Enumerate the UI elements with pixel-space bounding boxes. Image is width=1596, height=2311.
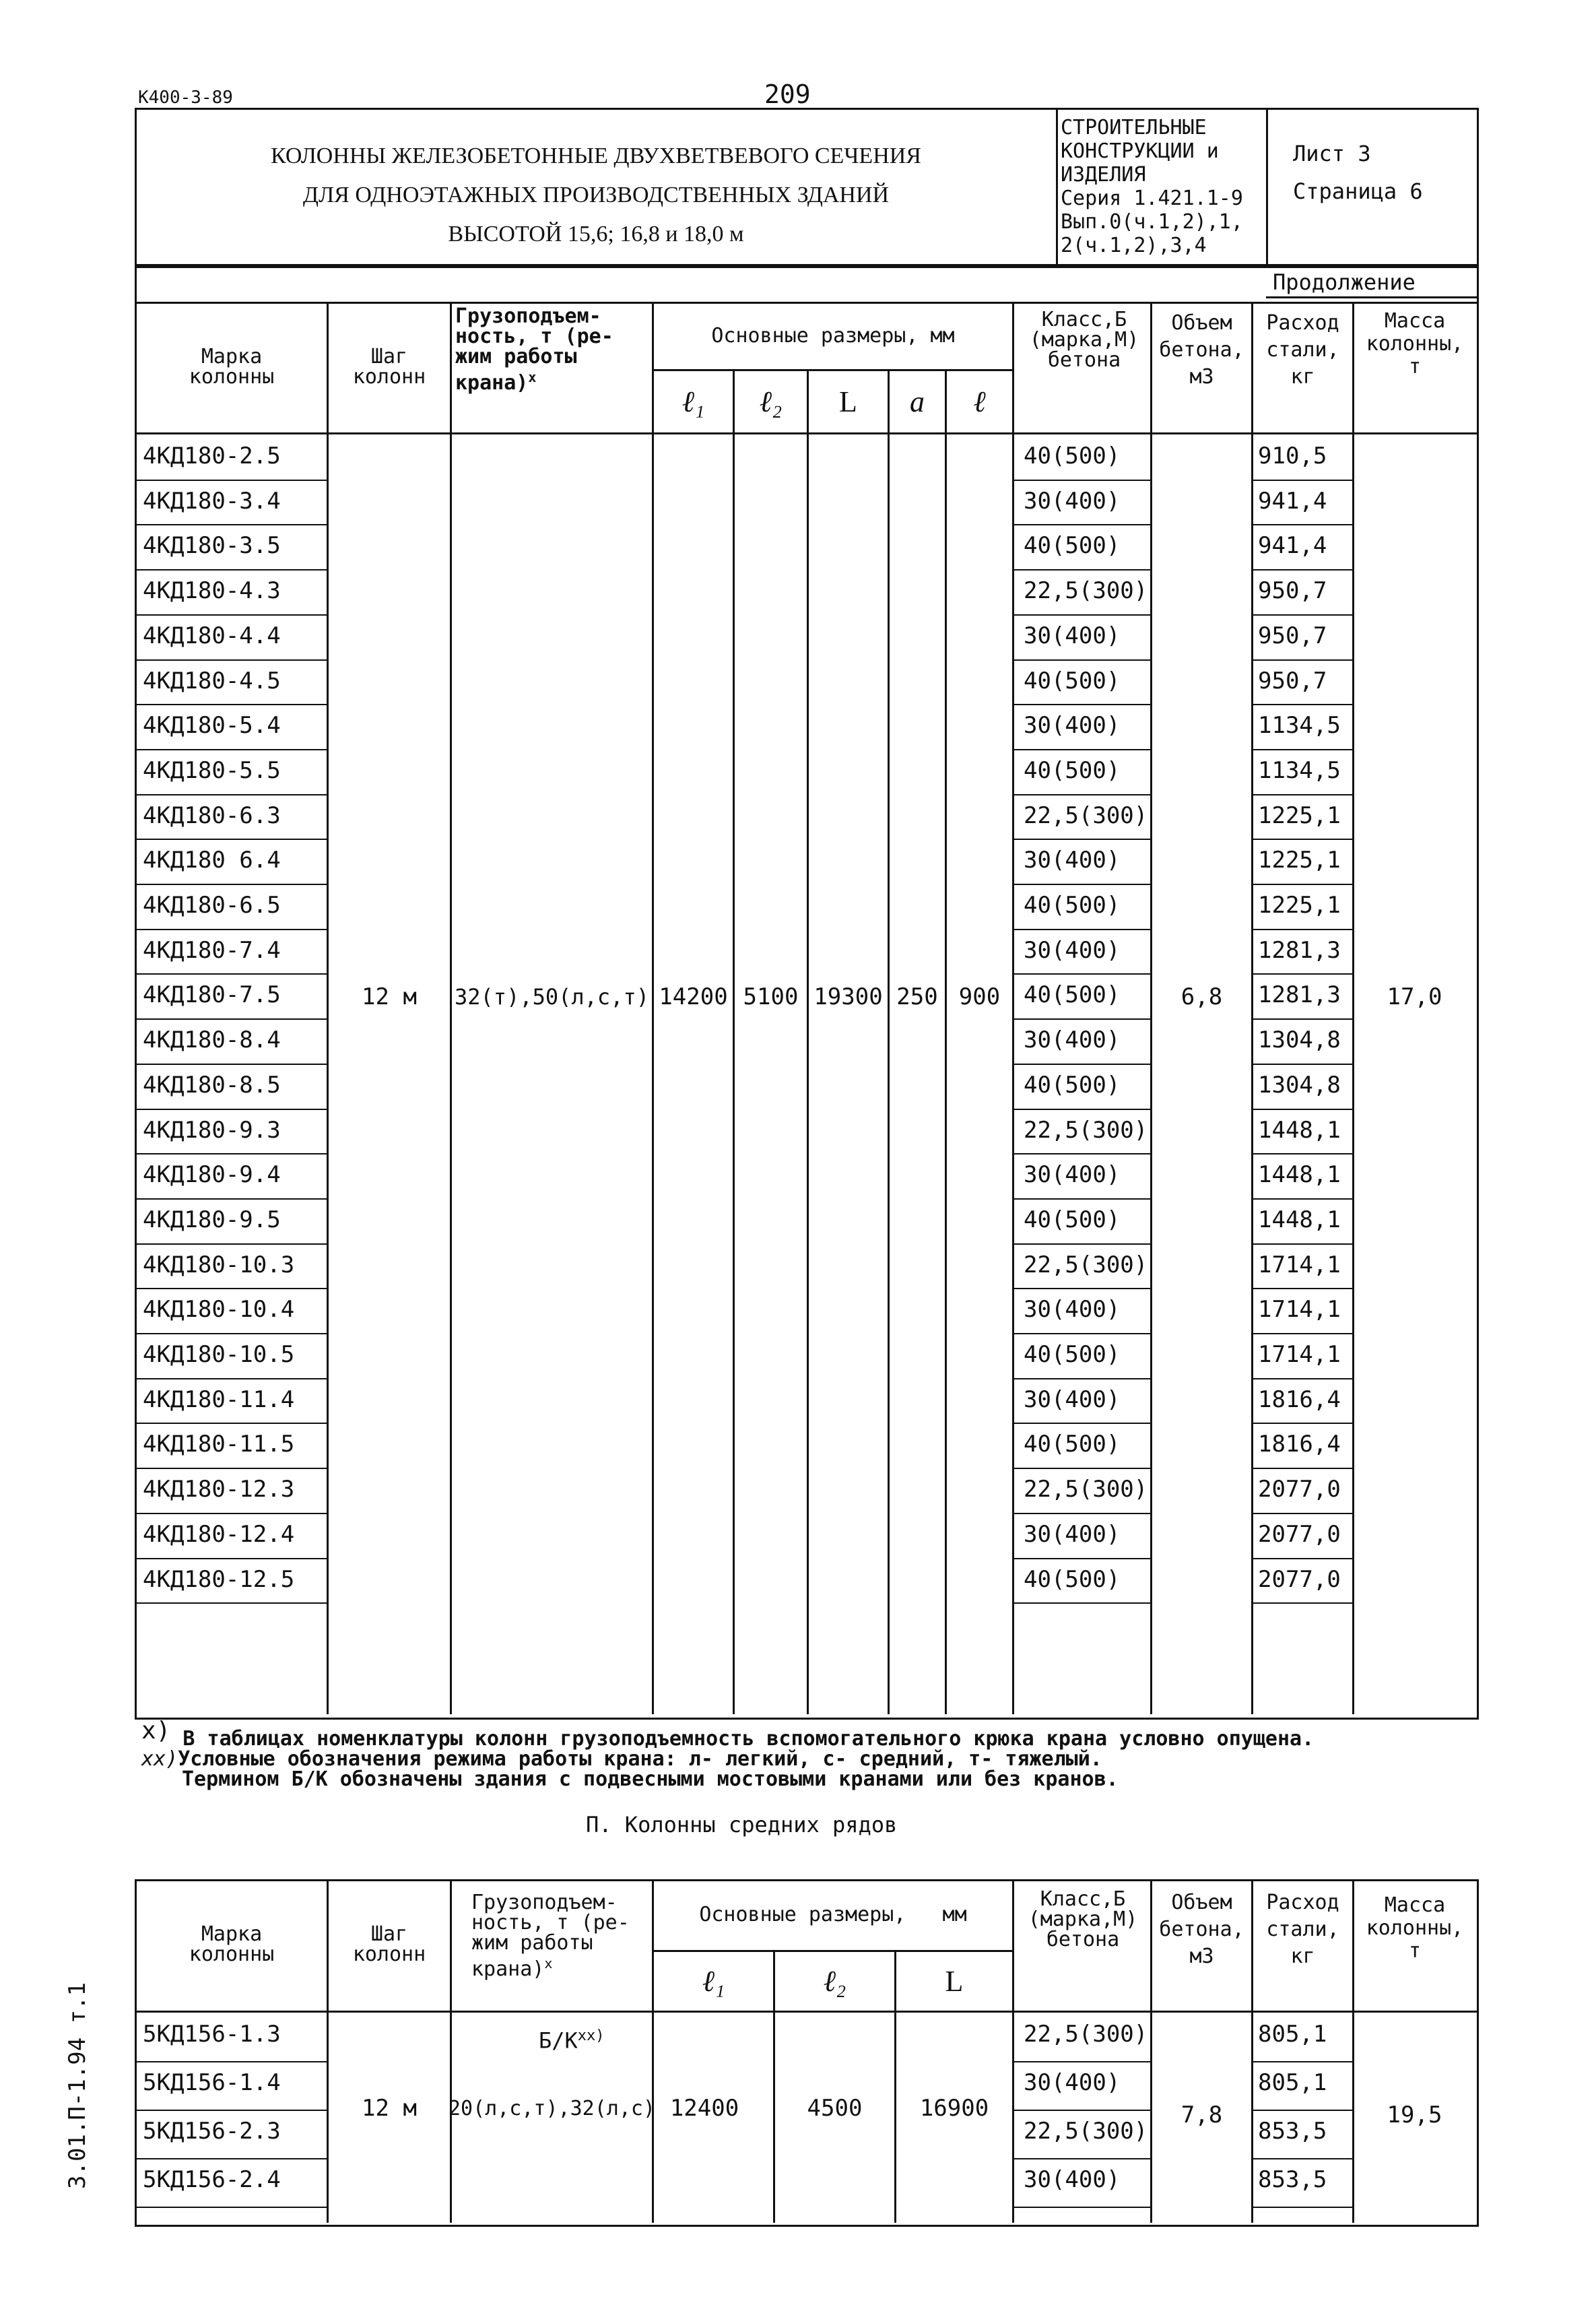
t1-row-line — [1012, 1288, 1150, 1289]
t1-row-class: 22,5(300) — [1024, 1476, 1148, 1503]
t1-row-line — [1012, 1198, 1150, 1200]
t1-row-line — [1012, 1378, 1150, 1379]
t1-row-class: 40(500) — [1024, 1341, 1121, 1368]
t1-shared-L: 19300 — [813, 983, 883, 1010]
title-divider-1 — [1056, 108, 1058, 266]
t2-row-line — [1012, 2158, 1150, 2159]
t2-row-line — [1012, 2110, 1150, 2111]
t1-row-steel: 950,7 — [1258, 622, 1327, 649]
t1-row-class: 30(400) — [1024, 1386, 1121, 1413]
t1-row-line — [1251, 1423, 1352, 1424]
t1-row-line — [135, 1018, 327, 1020]
t1-row-steel: 1816,4 — [1258, 1431, 1341, 1458]
t1-row-line — [135, 1064, 327, 1065]
t2-shared-capacity-top-text: Б/К — [539, 2027, 578, 2054]
t2-header-step: Шаг колонн — [352, 1922, 426, 1966]
t1-row-mark: 4КД180-5.4 — [143, 712, 281, 740]
t2-row-line — [135, 2158, 327, 2159]
note-1-mark: x) — [141, 1717, 171, 1745]
t1-row-line — [135, 1109, 327, 1110]
t1-row-class: 40(500) — [1024, 1206, 1121, 1233]
t1-row-line — [135, 1602, 327, 1604]
t1-row-line — [1012, 704, 1150, 705]
t1-row-line — [1012, 614, 1150, 616]
t2-col-line — [1012, 1879, 1014, 2223]
t1-row-mark: 4КД180-4.3 — [143, 577, 281, 605]
t1-row-line — [135, 569, 327, 571]
t1-row-class: 40(500) — [1024, 1071, 1121, 1099]
t2-header-capacity-sup: x — [544, 1955, 553, 1972]
t1-row-mark: 4КД180-7.4 — [143, 936, 281, 964]
title-line-2: ДЛЯ ОДНОЭТАЖНЫХ ПРОИЗВОДСТВЕННЫХ ЗДАНИЙ — [302, 183, 890, 207]
series-line-6: 2(ч.1,2),3,4 — [1061, 234, 1207, 257]
t2-shared-L: 16900 — [919, 2095, 989, 2122]
t2-col-line — [1352, 1879, 1354, 2223]
t1-row-mark: 4КД180-6.3 — [143, 802, 281, 829]
t1-row-mark: 4КД180-12.4 — [143, 1520, 295, 1548]
t1-row-steel: 2077,0 — [1258, 1565, 1341, 1593]
t1-row-line — [1251, 1378, 1352, 1379]
t1-row-line — [1012, 839, 1150, 840]
t1-row-line — [135, 480, 327, 481]
t1-row-steel: 950,7 — [1258, 667, 1327, 694]
t1-row-mark: 4КД180-12.5 — [143, 1565, 295, 1593]
t2-row-line — [135, 2110, 327, 2111]
t1-row-mark: 4КД180-4.4 — [143, 622, 281, 649]
note-3 — [141, 1769, 1468, 1790]
t1-row-line — [135, 929, 327, 930]
t1-row-class: 30(400) — [1024, 622, 1121, 649]
t1-row-mark: 4КД180-3.4 — [143, 487, 281, 515]
t1-row-class: 30(400) — [1024, 712, 1121, 740]
t2-shared-volume: 7,8 — [1181, 2102, 1223, 2128]
t2-header-volume: Объем бетона, м3 — [1159, 1891, 1244, 1968]
sheet-page: Страница 6 — [1293, 178, 1423, 204]
t1-row-mark: 4КД180-12.3 — [143, 1476, 295, 1503]
t1-row-line — [135, 884, 327, 885]
t1-row-line — [1251, 794, 1352, 795]
t1-row-steel: 2077,0 — [1258, 1520, 1341, 1548]
t1-row-line — [1251, 569, 1352, 571]
t1-row-line — [1012, 480, 1150, 481]
t1-row-steel: 1714,1 — [1258, 1296, 1341, 1324]
t1-row-mark: 4КД180-4.5 — [143, 667, 281, 694]
t1-header-l2: ℓ₂ — [759, 385, 783, 418]
t2-header-mark: Марка колонны — [189, 1922, 275, 1966]
t2-row-steel: 805,1 — [1258, 2069, 1327, 2096]
page-number: 209 — [764, 79, 811, 109]
t1-row-steel: 941,4 — [1258, 487, 1327, 515]
t1-shared-step: 12 м — [362, 983, 417, 1010]
document-title — [138, 131, 1054, 259]
t2-row-steel: 853,5 — [1258, 2118, 1327, 2145]
t1-row-line — [1251, 1558, 1352, 1559]
t1-shared-volume: 6,8 — [1181, 983, 1223, 1010]
sheet-number: Лист 3 — [1293, 141, 1371, 166]
t1-row-mark: 4КД180-3.5 — [143, 532, 281, 560]
t1-col-line — [1012, 302, 1014, 1714]
t1-row-mark: 4КД180-9.3 — [143, 1116, 281, 1144]
t1-row-line — [1012, 1468, 1150, 1469]
t1-row-line — [1012, 884, 1150, 885]
t2-row-class: 30(400) — [1024, 2069, 1121, 2096]
title-line-3: ВЫСОТОЙ 15,6; 16,8 и 18,0 м — [448, 222, 744, 247]
t1-col-line — [733, 369, 735, 1714]
t1-header-capacity — [455, 306, 651, 393]
t1-row-line — [135, 1288, 327, 1289]
t1-header-mass: Масса колонны, т — [1366, 309, 1464, 379]
t1-row-class: 30(400) — [1024, 1027, 1121, 1054]
t2-shared-capacity: 20(л,с,т),32(л,с) — [448, 2096, 656, 2120]
t1-row-class: 40(500) — [1024, 892, 1121, 919]
t1-row-line — [1012, 1423, 1150, 1424]
t2-row-mark: 5КД156-1.3 — [143, 2021, 281, 2048]
series-line-1: СТРОИТЕЛЬНЫЕ — [1061, 116, 1207, 139]
t1-row-class: 30(400) — [1024, 1520, 1121, 1548]
t1-row-line — [135, 973, 327, 975]
t1-row-class: 40(500) — [1024, 981, 1121, 1009]
t1-row-class: 22,5(300) — [1024, 1251, 1148, 1278]
t2-header-L: L — [945, 1964, 964, 1998]
t1-row-class: 30(400) — [1024, 936, 1121, 964]
t2-shared-l2: 4500 — [807, 2095, 863, 2122]
t1-row-line — [1251, 704, 1352, 705]
note-2 — [141, 1749, 1468, 1769]
t1-row-mark: 4КД180-11.4 — [143, 1386, 295, 1413]
t2-row-line — [135, 2061, 327, 2062]
t2-shared-capacity-top — [539, 2027, 605, 2054]
t1-row-line — [1251, 1288, 1352, 1289]
t1-header-volume: Объем бетона, м3 — [1159, 311, 1244, 389]
t1-row-mark: 4КД180-10.4 — [143, 1296, 295, 1324]
t1-row-steel: 1448,1 — [1258, 1161, 1341, 1189]
t1-row-line — [1012, 1602, 1150, 1604]
t1-row-line — [1012, 524, 1150, 525]
note-2-text: Условные обозначения режима работы крана: л- легкий, с- средний, т- тяжелый. — [178, 1747, 1102, 1771]
t2-shared-capacity-top-sup: xx) — [577, 2027, 605, 2044]
t1-header-mark: Марка колонны — [189, 345, 275, 389]
t1-row-line — [1012, 1109, 1150, 1110]
t1-row-line — [1251, 524, 1352, 525]
t1-row-line — [1251, 614, 1352, 616]
t1-row-steel: 1281,3 — [1258, 981, 1341, 1009]
t1-row-line — [1251, 749, 1352, 750]
t2-col-line — [450, 1879, 452, 2223]
t1-row-line — [135, 1513, 327, 1514]
t1-row-line — [135, 614, 327, 616]
t1-row-line — [1251, 1153, 1352, 1154]
t1-row-class: 30(400) — [1024, 1161, 1121, 1189]
sheet-block — [1293, 135, 1423, 210]
t1-row-steel: 1281,3 — [1258, 936, 1341, 964]
t2-shared-mass: 19,5 — [1387, 2102, 1442, 2128]
note-1 — [141, 1717, 1468, 1751]
t1-row-line — [135, 704, 327, 705]
t1-row-class: 40(500) — [1024, 1431, 1121, 1458]
t2-header-dims: Основные размеры, мм — [699, 1902, 967, 1926]
t1-row-steel: 2077,0 — [1258, 1476, 1341, 1503]
t1-header-b: ℓ — [973, 385, 986, 418]
t2-header-l1: ℓ₁ — [702, 1964, 725, 1998]
t1-row-line — [1012, 929, 1150, 930]
t1-row-line — [1012, 749, 1150, 750]
t2-header-steel: Расход стали, кг — [1266, 1891, 1339, 1968]
t1-row-line — [1251, 1333, 1352, 1334]
t1-row-line — [1251, 1513, 1352, 1514]
t1-row-line — [135, 1153, 327, 1154]
t1-row-steel: 1225,1 — [1258, 802, 1341, 829]
t1-row-class: 30(400) — [1024, 847, 1121, 874]
t1-row-class: 40(500) — [1024, 756, 1121, 784]
t1-header-step: Шаг колонн — [352, 345, 426, 389]
t1-row-line — [1251, 1198, 1352, 1200]
t2-row-line — [1251, 2207, 1352, 2208]
t1-row-line — [135, 1333, 327, 1334]
t1-row-line — [135, 839, 327, 840]
t2-col-line — [1251, 1879, 1253, 2223]
t1-row-mark: 4КД180-9.4 — [143, 1161, 281, 1189]
note-1-text: В таблицах номенклатуры колонн грузоподъемность вспомогательного крюка крана условно опущена. — [182, 1727, 1315, 1751]
notes — [141, 1717, 1468, 1791]
t1-row-line — [1012, 1558, 1150, 1559]
t1-row-line — [1251, 1064, 1352, 1065]
t1-row-class: 22,5(300) — [1024, 1116, 1148, 1144]
t1-row-steel: 1448,1 — [1258, 1206, 1341, 1233]
t1-row-line — [1012, 569, 1150, 571]
t1-row-line — [135, 794, 327, 795]
section-2-title: П. Колонны средних рядов — [586, 1812, 898, 1837]
series-line-5: Вып.0(ч.1,2),1, — [1061, 210, 1243, 234]
title-divider-2 — [1266, 108, 1268, 266]
t1-row-line — [135, 659, 327, 661]
table1-header-bottom — [135, 432, 1477, 434]
t1-row-line — [1251, 480, 1352, 481]
t1-row-mark: 4КД180-8.4 — [143, 1027, 281, 1054]
t1-row-mark: 4КД180-7.5 — [143, 981, 281, 1009]
t2-header-capacity — [471, 1893, 650, 1980]
t2-row-line — [1012, 2061, 1150, 2062]
t1-row-line — [1012, 1153, 1150, 1154]
table1-top-line — [1266, 296, 1477, 298]
continuation-label: Продолжение — [1273, 269, 1416, 295]
t1-row-mark: 4КД180-8.5 — [143, 1071, 281, 1099]
t1-col-line — [945, 369, 947, 1714]
t1-row-line — [1251, 973, 1352, 975]
t2-row-class: 22,5(300) — [1024, 2118, 1148, 2145]
t1-row-line — [135, 1423, 327, 1424]
t1-row-steel: 1448,1 — [1258, 1116, 1341, 1144]
t1-row-steel: 1304,8 — [1258, 1027, 1341, 1054]
t1-row-line — [1251, 1018, 1352, 1020]
t1-row-line — [1251, 839, 1352, 840]
t1-row-line — [1012, 1333, 1150, 1334]
t1-shared-mass: 17,0 — [1387, 983, 1442, 1010]
t2-header-l2: ℓ₂ — [823, 1964, 846, 1998]
t1-row-line — [1012, 794, 1150, 795]
t1-row-line — [1012, 659, 1150, 661]
t2-header-class: Класс,Б (марка,М) бетона — [1028, 1887, 1138, 1951]
t1-row-steel: 1304,8 — [1258, 1071, 1341, 1099]
t1-row-line — [1251, 1243, 1352, 1245]
t2-col-line — [1150, 1879, 1152, 2223]
t1-row-line — [135, 1558, 327, 1559]
t2-row-steel: 853,5 — [1258, 2166, 1327, 2193]
note-2-mark: xx) — [141, 1747, 178, 1771]
series-line-2: КОНСТРУКЦИИ и — [1061, 139, 1219, 163]
t1-row-mark: 4КД180-5.5 — [143, 756, 281, 784]
t1-row-line — [135, 1468, 327, 1469]
t1-header-a: a — [910, 385, 925, 418]
t1-row-steel: 1134,5 — [1258, 756, 1341, 784]
t1-row-line — [1251, 929, 1352, 930]
t1-row-line — [1251, 1468, 1352, 1469]
series-line-4: Серия 1.421.1-9 — [1061, 187, 1243, 210]
t1-row-mark: 4КД180-9.5 — [143, 1206, 281, 1233]
t2-row-line — [1251, 2061, 1352, 2062]
t1-row-line — [1012, 1018, 1150, 1020]
side-code: 3.01.П-1.94 т.1 — [64, 1982, 91, 2189]
t1-row-steel: 1816,4 — [1258, 1386, 1341, 1413]
t1-row-line — [135, 1198, 327, 1200]
t1-row-class: 30(400) — [1024, 487, 1121, 515]
t1-row-steel: 1225,1 — [1258, 892, 1341, 919]
t1-row-line — [135, 749, 327, 750]
page-code: К400-3-89 — [138, 88, 233, 108]
t1-row-class: 30(400) — [1024, 1296, 1121, 1324]
t2-row-line — [1012, 2207, 1150, 2208]
t1-row-mark: 4КД180-11.5 — [143, 1431, 295, 1458]
t1-col-line — [888, 369, 890, 1714]
t1-row-line — [135, 1243, 327, 1245]
t1-row-line — [135, 524, 327, 525]
t1-row-line — [1251, 1602, 1352, 1604]
t1-row-line — [1012, 1243, 1150, 1245]
t1-header-steel: Расход стали, кг — [1266, 311, 1339, 389]
t1-row-line — [1251, 659, 1352, 661]
t1-row-steel: 1714,1 — [1258, 1341, 1341, 1368]
title-line-1: КОЛОННЫ ЖЕЛЕЗОБЕТОННЫЕ ДВУХВЕТВЕВОГО СЕЧЕНИЯ — [271, 143, 921, 168]
t1-row-line — [1251, 1109, 1352, 1110]
t2-row-line — [1251, 2110, 1352, 2111]
t1-row-mark: 4КД180-6.5 — [143, 892, 281, 919]
t1-shared-l2: 5100 — [743, 983, 799, 1010]
t1-row-class: 40(500) — [1024, 1565, 1121, 1593]
t1-row-class: 22,5(300) — [1024, 577, 1148, 605]
t1-header-l1: ℓ₁ — [681, 385, 705, 418]
t1-shared-l1: 14200 — [659, 983, 728, 1010]
t1-shared-a: 250 — [896, 983, 938, 1010]
t1-row-line — [1012, 1064, 1150, 1065]
t1-row-steel: 1225,1 — [1258, 847, 1341, 874]
t1-row-mark: 4КД180 6.4 — [143, 847, 281, 874]
t1-row-steel: 910,5 — [1258, 443, 1327, 469]
t1-row-mark: 4КД180-10.3 — [143, 1251, 295, 1278]
t2-row-class: 22,5(300) — [1024, 2021, 1148, 2048]
t1-col-line — [1251, 302, 1253, 1714]
t2-shared-step: 12 м — [362, 2095, 417, 2122]
t2-row-mark: 5КД156-2.3 — [143, 2118, 281, 2145]
t1-row-class: 40(500) — [1024, 443, 1121, 469]
t1-row-class: 40(500) — [1024, 667, 1121, 694]
t2-row-line — [135, 2207, 327, 2208]
t1-header-capacity-text: Грузоподъем- ность, т (ре- жим работы крана) — [455, 304, 613, 395]
t1-row-line — [1012, 973, 1150, 975]
table2-header-bottom — [135, 2011, 1477, 2013]
t1-shared-b: 900 — [958, 983, 1001, 1010]
t1-row-line — [1251, 884, 1352, 885]
t1-row-line — [135, 1378, 327, 1379]
t2-row-mark: 5КД156-2.4 — [143, 2166, 281, 2193]
t1-header-capacity-sup: x — [528, 369, 537, 385]
t1-row-mark: 4КД180-10.5 — [143, 1341, 295, 1368]
t1-row-line — [1012, 1513, 1150, 1514]
t1-row-steel: 941,4 — [1258, 532, 1327, 560]
t2-row-steel: 805,1 — [1258, 2021, 1327, 2048]
note-3-text: Термином Б/К обозначены здания с подвесными мостовыми кранами или без кранов. — [182, 1767, 1119, 1791]
t2-header-capacity-text: Грузоподъем- ность, т (ре- жим работы крана) — [471, 1891, 630, 1981]
t2-shared-l1: 12400 — [669, 2095, 739, 2122]
t2-row-class: 30(400) — [1024, 2166, 1121, 2193]
t2-row-line — [1251, 2158, 1352, 2159]
t1-row-steel: 950,7 — [1258, 577, 1327, 605]
t1-row-steel: 1134,5 — [1258, 712, 1341, 740]
t2-header-mass: Масса колонны, т — [1366, 1893, 1464, 1963]
t1-header-L: L — [839, 385, 857, 418]
t1-row-steel: 1714,1 — [1258, 1251, 1341, 1278]
t1-row-class: 22,5(300) — [1024, 802, 1148, 829]
t1-col-line — [807, 369, 809, 1714]
series-line-3: ИЗДЕЛИЯ — [1061, 163, 1146, 187]
t1-row-mark: 4КД180-2.5 — [143, 443, 281, 469]
t1-row-class: 40(500) — [1024, 532, 1121, 560]
series-block — [1061, 116, 1266, 257]
t1-shared-capacity: 32(т),50(л,с,т) — [455, 984, 649, 1010]
t2-row-mark: 5КД156-1.4 — [143, 2069, 281, 2096]
t1-header-dims: Основные размеры, мм — [711, 323, 955, 348]
t1-header-class: Класс,Б (марка,М) бетона — [1029, 308, 1139, 372]
